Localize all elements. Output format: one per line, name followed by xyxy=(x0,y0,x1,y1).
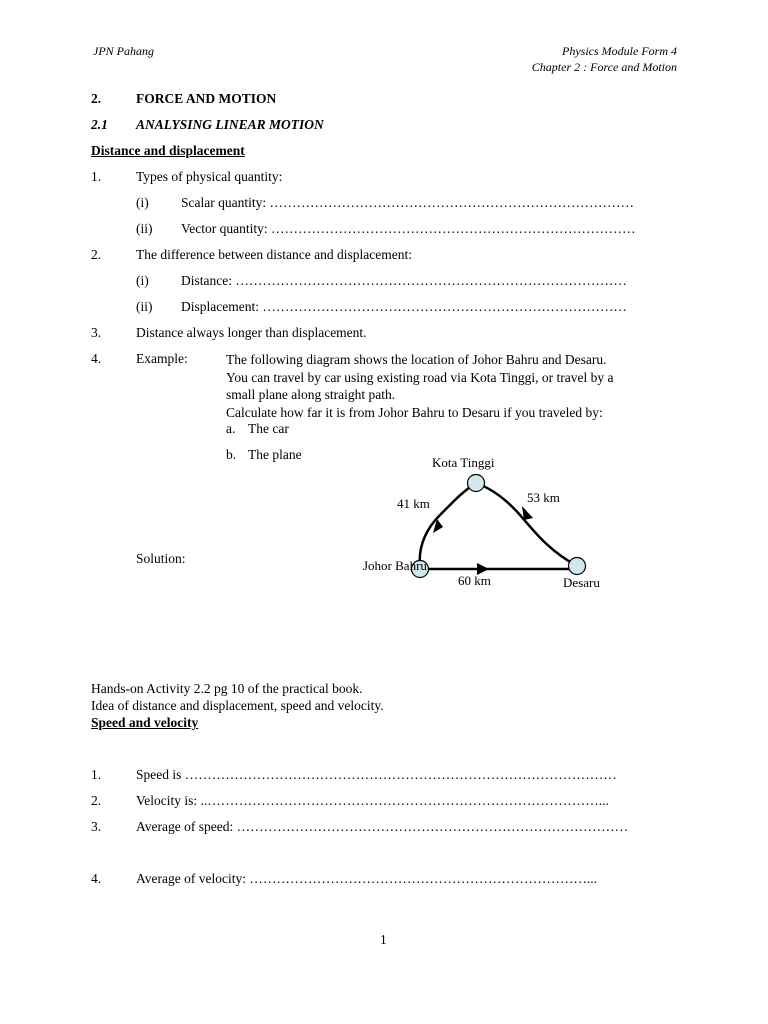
q2-item-number: (ii) xyxy=(136,299,153,314)
q2-item-number: (i) xyxy=(136,273,149,288)
q4-example-line: The following diagram shows the location of Johor Bahru and Desaru. xyxy=(226,352,607,367)
average-speed-blank: Average of speed: …………………………………………………………………………… xyxy=(136,819,629,834)
q1-item-number: (ii) xyxy=(136,221,153,236)
q3-text: Distance always longer than displacement. xyxy=(136,325,367,340)
speed-item-number: 3. xyxy=(91,819,102,834)
q4-option-a-text: The car xyxy=(248,421,289,436)
node-kota-tinggi xyxy=(468,475,485,492)
q4-example-line: You can travel by car using existing road via Kota Tinggi, or travel by a xyxy=(226,369,614,385)
q2-text: The difference between distance and displacement: xyxy=(136,247,412,262)
activity-line: Hands-on Activity 2.2 pg 10 of the practical book. xyxy=(91,681,363,696)
solution-label: Solution: xyxy=(136,551,186,566)
chapter-number: 2. xyxy=(91,91,102,106)
header-right-line2: Chapter 2 : Force and Motion xyxy=(531,60,677,74)
label-distance-jb-kt: 41 km xyxy=(397,496,430,511)
label-distance-kt-desaru: 53 km xyxy=(527,490,560,505)
speed-definition-blank: Speed is …………………………………………………………………………………… xyxy=(136,767,617,782)
header-left: JPN Pahang xyxy=(93,44,154,58)
header-right-line1: Physics Module Form 4 xyxy=(562,44,677,58)
q4-number: 4. xyxy=(91,351,102,366)
q4-option-b-text: The plane xyxy=(248,447,302,462)
label-desaru: Desaru xyxy=(563,575,600,590)
label-distance-jb-desaru: 60 km xyxy=(458,573,491,588)
node-desaru xyxy=(569,558,586,575)
q4-example-line: small plane along straight path. xyxy=(226,387,396,402)
subheading-distance-displacement: Distance and displacement xyxy=(91,143,245,158)
label-johor-bahru: Johor Bahru xyxy=(363,558,427,573)
page-number: 1 xyxy=(380,932,387,947)
q1-item-number: (i) xyxy=(136,195,149,210)
subheading-speed-velocity: Speed and velocity xyxy=(91,715,199,730)
q3-number: 3. xyxy=(91,325,102,340)
q1-vector-blank: Vector quantity: ……………………………………………………………………… xyxy=(181,221,636,236)
q2-number: 2. xyxy=(91,247,102,262)
q2-distance-blank: Distance: …………………………………………………………………………… xyxy=(181,273,627,288)
average-velocity-blank: Average of velocity: …………………………………………………………………... xyxy=(136,871,597,886)
q2-displacement-blank: Displacement: ……………………………………………………………………… xyxy=(181,299,627,314)
section-title: ANALYSING LINEAR MOTION xyxy=(136,117,324,132)
q1-number: 1. xyxy=(91,169,102,184)
q4-option-a-letter: a. xyxy=(226,421,236,436)
q4-label: Example: xyxy=(136,351,188,366)
velocity-definition-blank: Velocity is: ..……………………………………………………………………………... xyxy=(136,793,609,808)
q1-text: Types of physical quantity: xyxy=(136,169,283,184)
chapter-title: FORCE AND MOTION xyxy=(136,91,277,106)
section-number: 2.1 xyxy=(91,117,108,132)
q4-option-b-letter: b. xyxy=(226,447,237,462)
speed-item-number: 4. xyxy=(91,871,102,886)
speed-item-number: 2. xyxy=(91,793,102,808)
activity-line: Idea of distance and displacement, speed and velocity. xyxy=(91,698,384,713)
speed-item-number: 1. xyxy=(91,767,102,782)
q1-scalar-blank: Scalar quantity: ……………………………………………………………………… xyxy=(181,195,634,210)
q4-example-line: Calculate how far it is from Johor Bahru to Desaru if you traveled by: xyxy=(226,404,603,420)
label-kota-tinggi: Kota Tinggi xyxy=(432,455,495,470)
